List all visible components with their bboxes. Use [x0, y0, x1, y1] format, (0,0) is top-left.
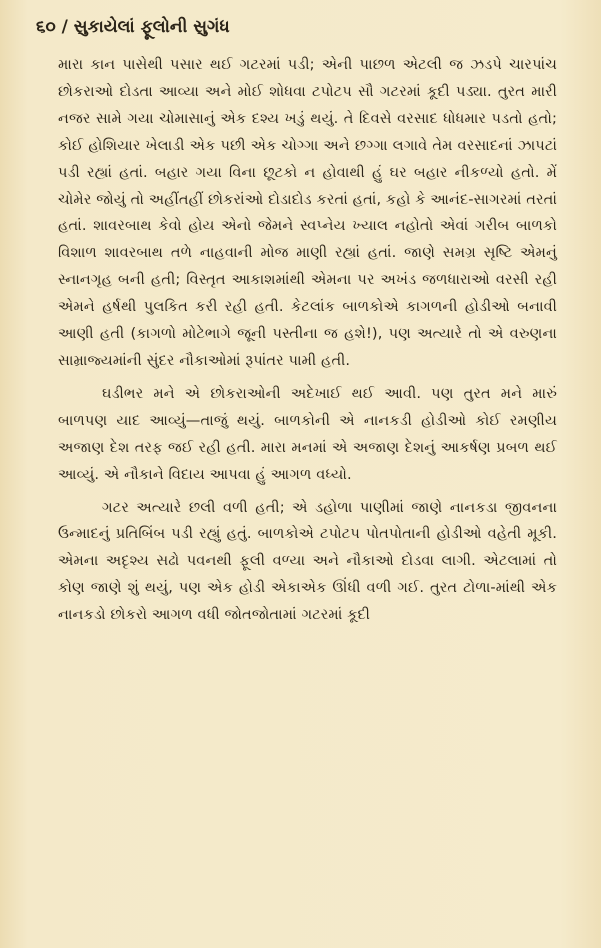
paragraph-2: ઘડીભર મને એ છોકરાઓની અદેખાઈ થઈ આવી. પણ તુરત મને મારું બાળપણ યાદ આવ્યું—તાજું થયું. બાળકોની એ નાનકડી હોડીઓ કોઈ રમણીય અજાણ દેશ તરફ જઈ રહી હતી. મારા મનમાં એ અજાણ દેશનું આકર્ષણ પ્રબળ થઈ આવ્યું. એ નૌકાને વિદાય આપવા હું આગળ વધ્યો. [58, 384, 557, 483]
paragraph-3: ગટર અત્યારે છલી વળી હતી; એ ડહોળા પાણીમાં જાણે નાનકડા જીવનના ઉન્માદનું પ્રતિબિંબ પડી રહ્યું હતું. બાળકોએ ટપોટપ પોતપોતાની હોડીઓ વહેતી મૂકી. એમના અદૃશ્ય સઢો પવનથી ફૂલી વળ્યા અને નૌકાઓ દોડવા લાગી. એટલામાં તો કોણ જાણે શું થયું, પણ એક હોડી એકાએક ઊંધી વળી ગઈ. તુરત ટોળા-માંથી એક નાનકડો છોકરો આગળ વધી જોતજોતામાં ગટરમાં કૂદી [58, 498, 557, 624]
running-head: ૬૦ / સુકાયેલાં ફૂલોની સુગંધ [36, 17, 230, 37]
paragraph-1: મારા કાન પાસેથી પસાર થઈ ગટરમાં પડી; એની પાછળ એટલી જ ઝડપે ચારપાંચ છોકરાઓ દોડતા આવ્યા અને મોઈ શોધવા ટપોટપ સૌ ગટરમાં કૂદી પડ્યા. તુરત મારી નજર સામે ગયા ચોમાસાનું એક દશ્ય ખડું થયું. તે દિવસે વરસાદ ધોધમાર પડતો હતો; કોઈ હોશિયાર ખેલાડી એક પછી એક ચોગ્ગા અને છગ્ગા લગાવે તેમ વરસાદનાં ઝાપટાં પડી રહ્યાં હતાં. બહાર ગયા વિના છૂટકો ન હોવાથી હું ઘર બહાર નીકળ્યો હતો. મેં ચોમેર જોયું તો અહીંતહીં છોકરાંઓ દોડાદોડ કરતાં હતાં, કહો કે આનંદ-સાગરમાં તરતાં હતાં. શાવરબાથ કેવો હોય એનો જેમને સ્વપ્નેય ખ્યાલ નહોતો એવાં ગરીબ બાળકો વિશાળ શાવરબાથ તળે નાહવાની મોજ માણી રહ્યાં હતાં. જાણે સમગ્ર સૃષ્ટિ એમનું સ્નાનગૃહ બની હતી; વિસ્તૃત આકાશમાંથી એમના પર અખંડ જળધારાઓ વરસી રહી એમને હર્ષથી પુલકિત કરી રહી હતી. કેટલાંક બાળકોએ કાગળની હોડીઓ બનાવી આણી હતી (કાગળો મોટેભાગે જૂની પસ્તીના જ હશે!), પણ અત્યારે તો એ વરુણના સામ્રાજ્યમાંની સુંદર નૌકાઓમાં રૂપાંતર પામી હતી. [58, 56, 557, 369]
